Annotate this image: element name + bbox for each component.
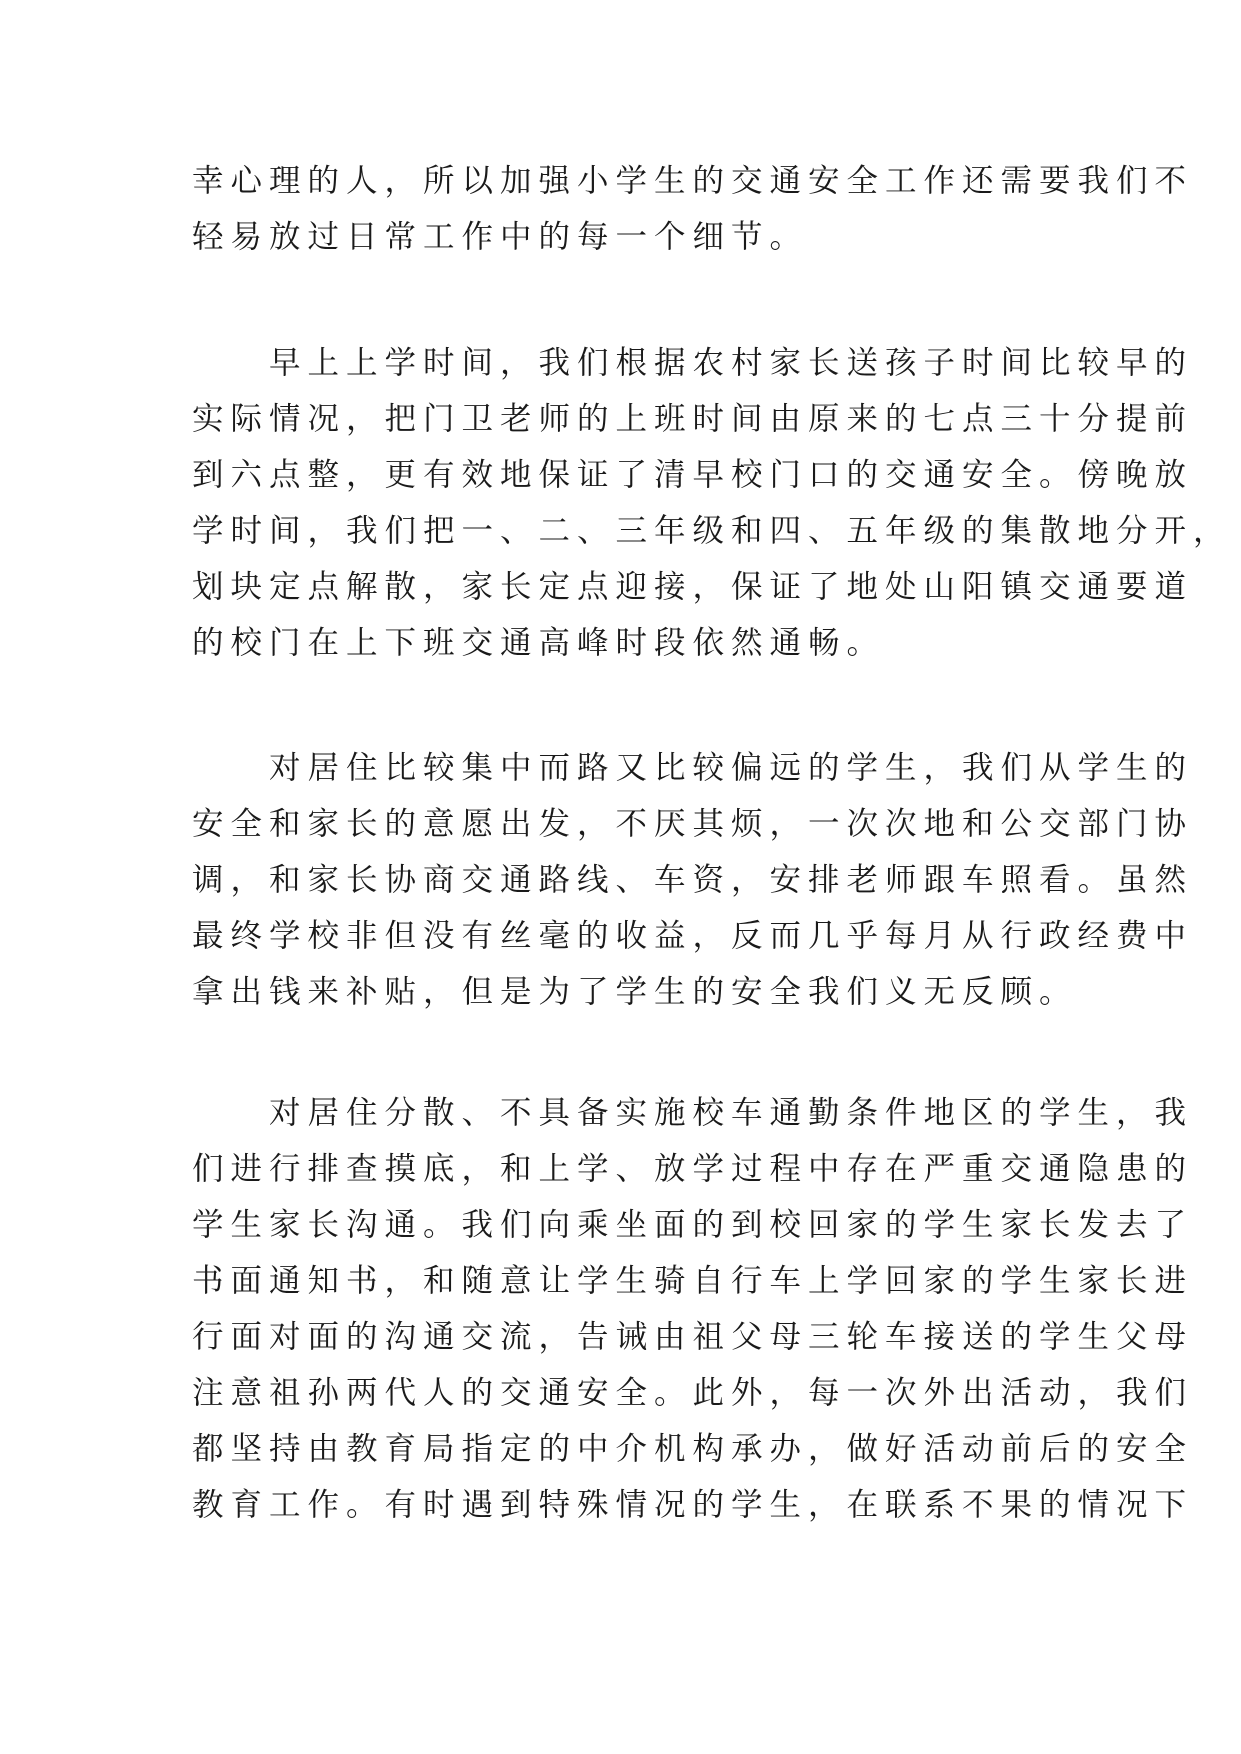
paragraph-line: 实际情况，把门卫老师的上班时间由原来的七点三十分提前 <box>192 401 1194 437</box>
paragraph-line: 幸心理的人，所以加强小学生的交通安全工作还需要我们不 <box>192 163 1194 199</box>
paragraph-line: 轻易放过日常工作中的每一个细节。 <box>192 219 809 255</box>
paragraph-line: 对居住分散、不具备实施校车通勤条件地区的学生，我 <box>192 1095 1194 1131</box>
paragraph-line: 早上上学时间，我们根据农村家长送孩子时间比较早的 <box>192 345 1194 381</box>
paragraph-line: 学时间，我们把一、二、三年级和四、五年级的集散地分开， <box>192 513 1232 549</box>
paragraph-line: 划块定点解散，家长定点迎接，保证了地处山阳镇交通要道 <box>192 569 1194 605</box>
paragraph-line: 到六点整，更有效地保证了清早校门口的交通安全。傍晚放 <box>192 457 1194 493</box>
paragraph-line: 拿出钱来补贴，但是为了学生的安全我们义无反顾。 <box>192 974 1078 1010</box>
paragraph-line: 的校门在上下班交通高峰时段依然通畅。 <box>192 625 886 661</box>
paragraph-3 <box>192 740 1194 1020</box>
paragraph-line: 注意祖孙两代人的交通安全。此外，每一次外出活动，我们 <box>192 1375 1194 1411</box>
paragraph-1 <box>192 153 1194 265</box>
paragraph-4 <box>192 1085 1194 1533</box>
paragraph-line: 书面通知书，和随意让学生骑自行车上学回家的学生家长进 <box>192 1263 1194 1299</box>
paragraph-line: 都坚持由教育局指定的中介机构承办，做好活动前后的安全 <box>192 1431 1194 1467</box>
paragraph-line: 行面对面的沟通交流，告诫由祖父母三轮车接送的学生父母 <box>192 1319 1194 1355</box>
paragraph-line: 最终学校非但没有丝毫的收益，反而几乎每月从行政经费中 <box>192 918 1194 954</box>
paragraph-line: 调，和家长协商交通路线、车资，安排老师跟车照看。虽然 <box>192 862 1194 898</box>
paragraph-line: 们进行排查摸底，和上学、放学过程中存在严重交通隐患的 <box>192 1151 1194 1187</box>
paragraph-line: 安全和家长的意愿出发，不厌其烦，一次次地和公交部门协 <box>192 806 1194 842</box>
paragraph-line: 对居住比较集中而路又比较偏远的学生，我们从学生的 <box>192 750 1194 786</box>
paragraph-2 <box>192 335 1232 671</box>
paragraph-line: 教育工作。有时遇到特殊情况的学生，在联系不果的情况下 <box>192 1487 1194 1523</box>
paragraph-line: 学生家长沟通。我们向乘坐面的到校回家的学生家长发去了 <box>192 1207 1194 1243</box>
